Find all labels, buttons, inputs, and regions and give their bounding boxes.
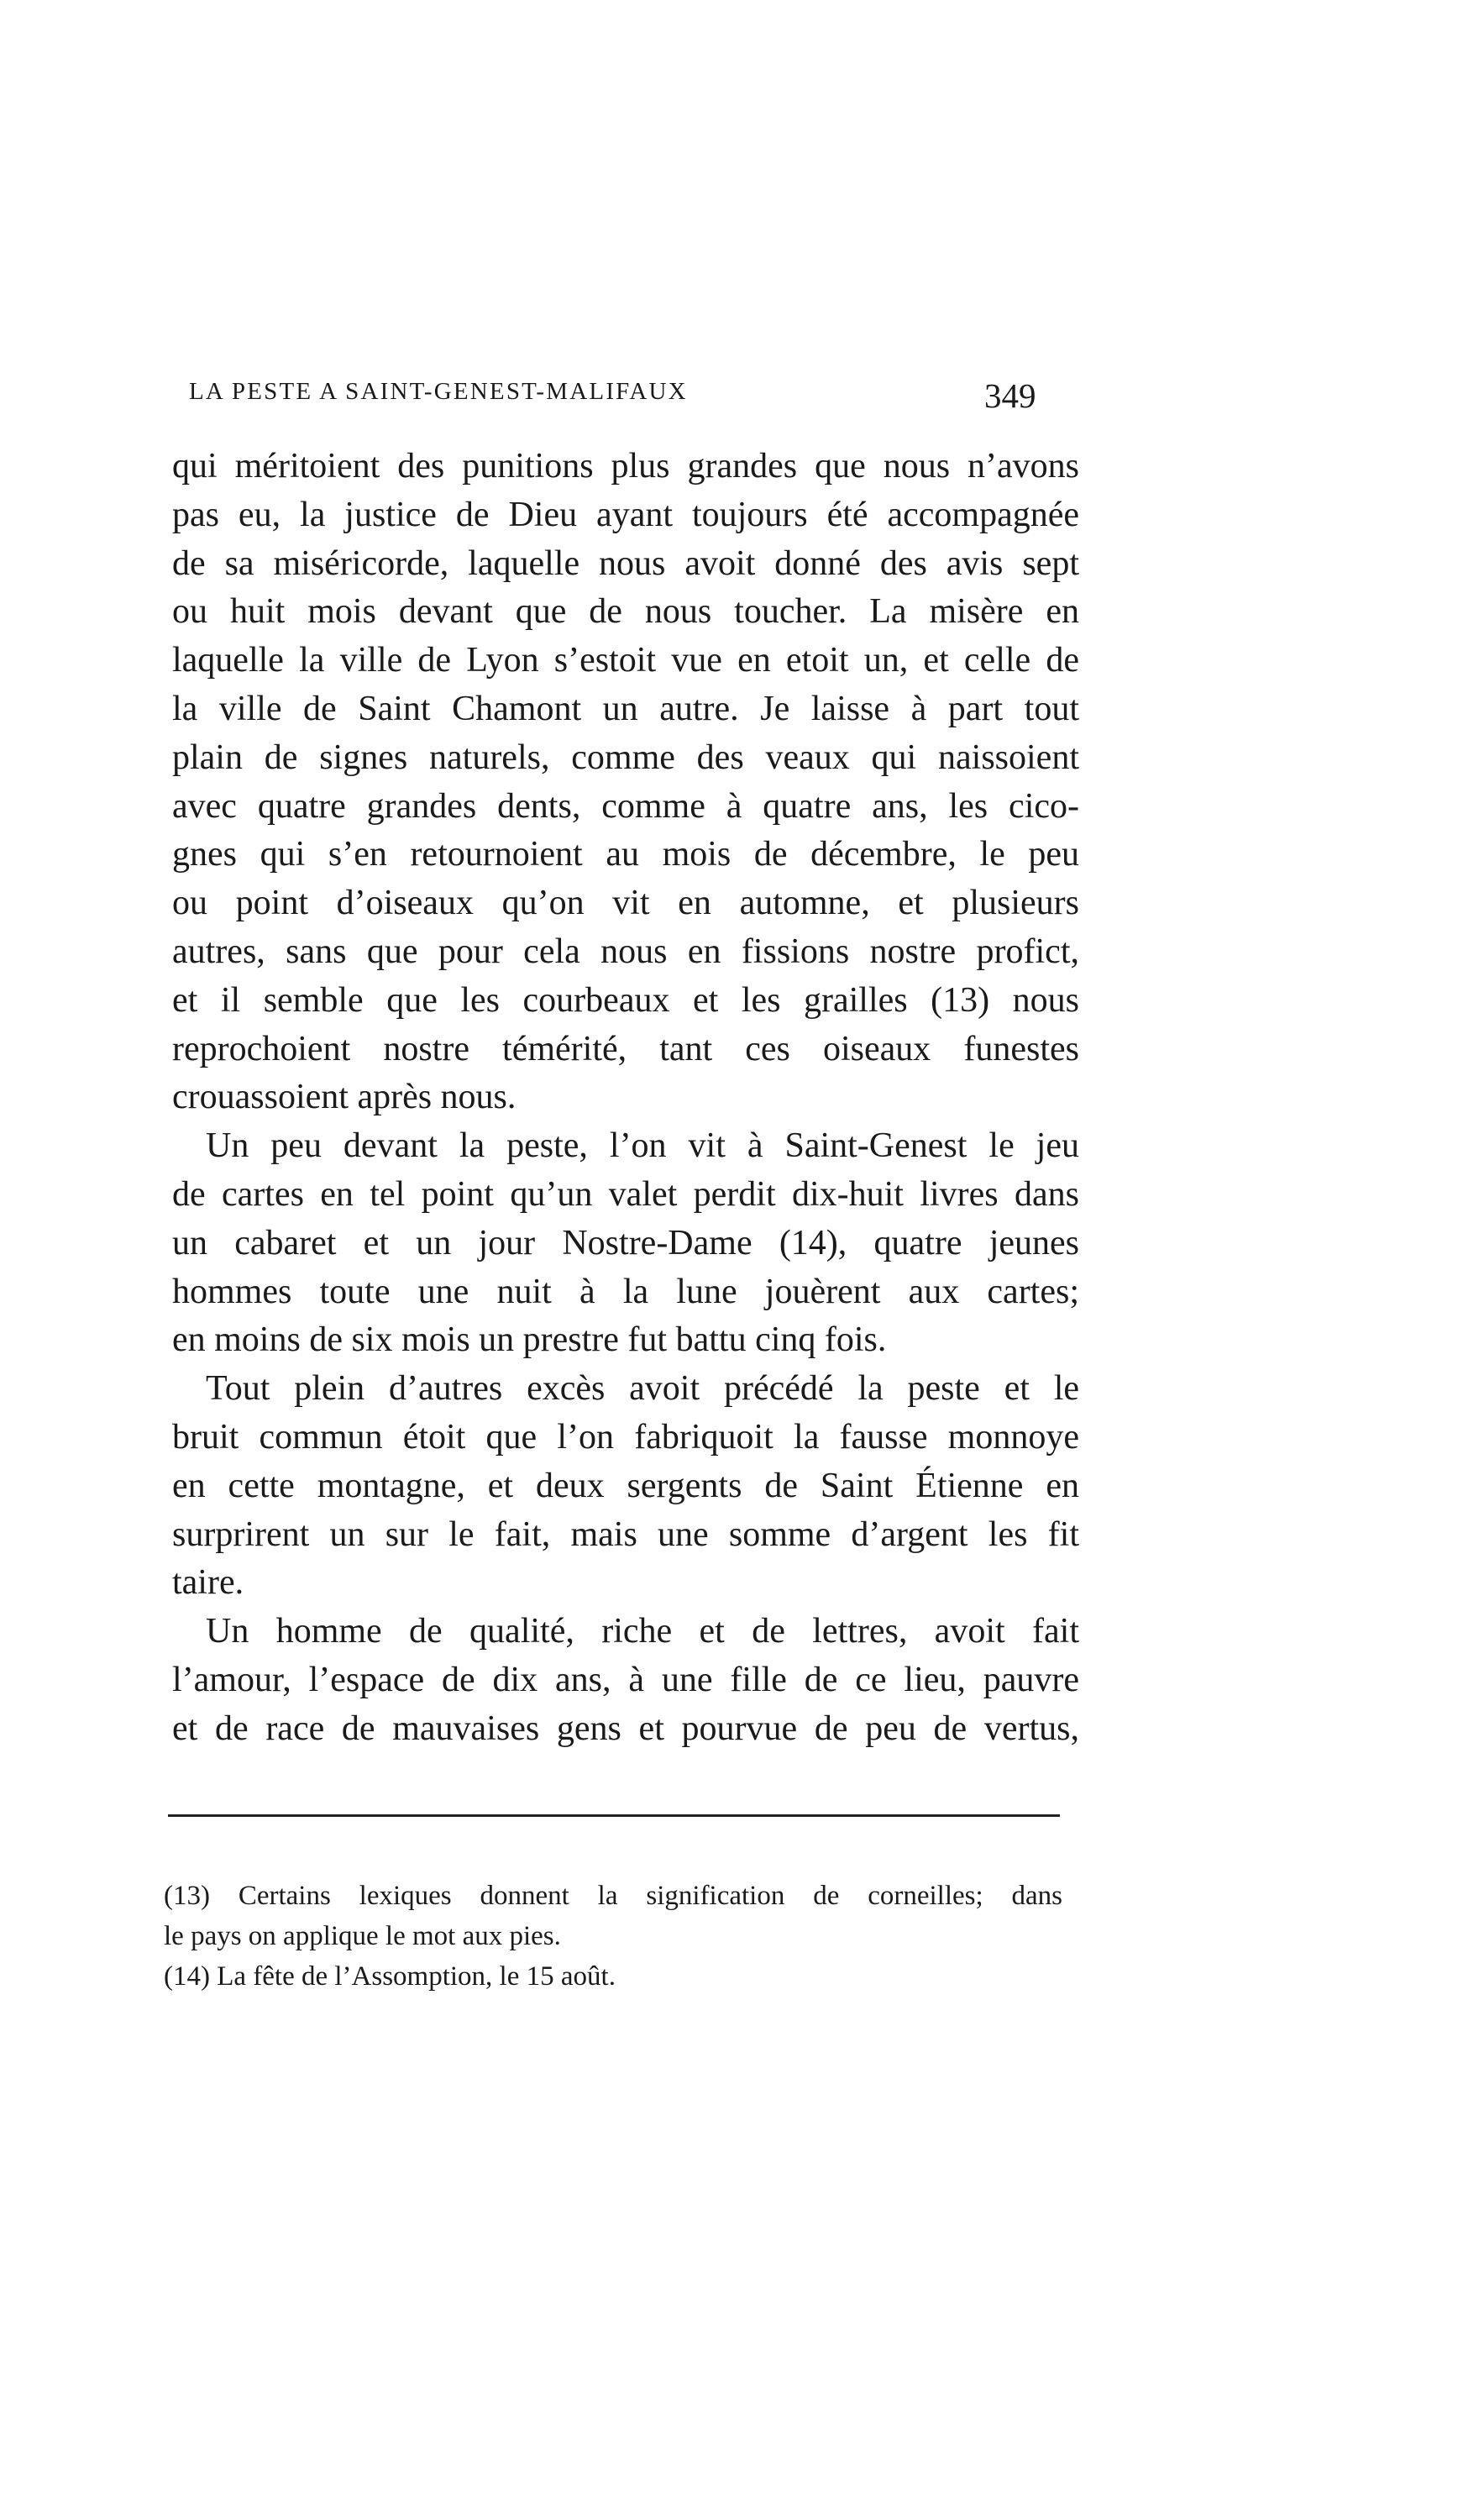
text-line: en moins de six mois un prestre fut battu cinq fois. — [172, 1320, 887, 1360]
text-line: laquelle la ville de Lyon s’estoit vue en etoit un, et celle de — [172, 641, 1079, 680]
footnote-line: le pays on applique le mot aux pies. — [164, 1921, 561, 1951]
text-line: l’amour, l’espace de dix ans, à une fille de ce lieu, pauvre — [172, 1660, 1079, 1699]
text-line: Un peu devant la peste, l’on vit à Saint-Genest le jeu — [206, 1126, 1079, 1166]
text-line: gnes qui s’en retournoient au mois de décembre, le peu — [172, 835, 1079, 874]
page-number: 349 — [984, 376, 1036, 415]
text-line: avec quatre grandes dents, comme à quatre ans, les cico- — [172, 786, 1079, 826]
text-line: un cabaret et un jour Nostre-Dame (14), quatre jeunes — [172, 1223, 1079, 1262]
text-line: et de race de mauvaises gens et pourvue de peu de vertus, — [172, 1709, 1079, 1748]
text-line: bruit commun étoit que l’on fabriquoit la fausse monnoye — [172, 1417, 1079, 1457]
text-line: pas eu, la justice de Dieu ayant toujours été accompagnée — [172, 495, 1079, 534]
footnote-separator — [168, 1814, 1060, 1817]
text-line: ou point d’oiseaux qu’on vit en automne, et plusieurs — [172, 884, 1079, 923]
text-line: qui méritoient des punitions plus grandes que nous n’avons — [172, 447, 1079, 486]
body-text — [172, 443, 1079, 1754]
text-line: Tout plein d’autres excès avoit précédé la peste et le — [206, 1369, 1079, 1409]
text-line: et il semble que les courbeaux et les grailles (13) nous — [172, 980, 1079, 1020]
footnote-line: (14) La fête de l’Assomption, le 15 août. — [164, 1961, 616, 1992]
footnotes — [164, 1876, 1062, 1997]
text-line: hommes toute une nuit à la lune jouèrent aux cartes; — [172, 1272, 1079, 1311]
text-line: en cette montagne, et deux sergents de Saint Étienne en — [172, 1466, 1079, 1505]
footnote-line: (13) Certains lexiques donnent la signification de corneilles; dans — [164, 1881, 1062, 1911]
text-line: Un homme de qualité, riche et de lettres, avoit fait — [206, 1612, 1079, 1651]
text-line: de cartes en tel point qu’un valet perdit dix-huit livres dans — [172, 1174, 1079, 1214]
text-line: la ville de Saint Chamont un autre. Je laisse à part tout — [172, 689, 1079, 728]
text-line: plain de signes naturels, comme des veaux qui naissoient — [172, 737, 1079, 777]
text-line: autres, sans que pour cela nous en fissions nostre profict, — [172, 932, 1079, 971]
text-line: taire. — [172, 1563, 244, 1603]
text-line: ou huit mois devant que de nous toucher. La misère en — [172, 592, 1079, 632]
text-line: surprirent un sur le fait, mais une somme d’argent les fit — [172, 1514, 1079, 1554]
text-line: reprochoient nostre témérité, tant ces oiseaux funestes — [172, 1029, 1079, 1068]
text-line: de sa miséricorde, laquelle nous avoit donné des avis sept — [172, 543, 1079, 583]
running-title: LA PESTE A SAINT-GENEST-MALIFAUX — [189, 378, 688, 405]
text-line: crouassoient après nous. — [172, 1078, 517, 1117]
